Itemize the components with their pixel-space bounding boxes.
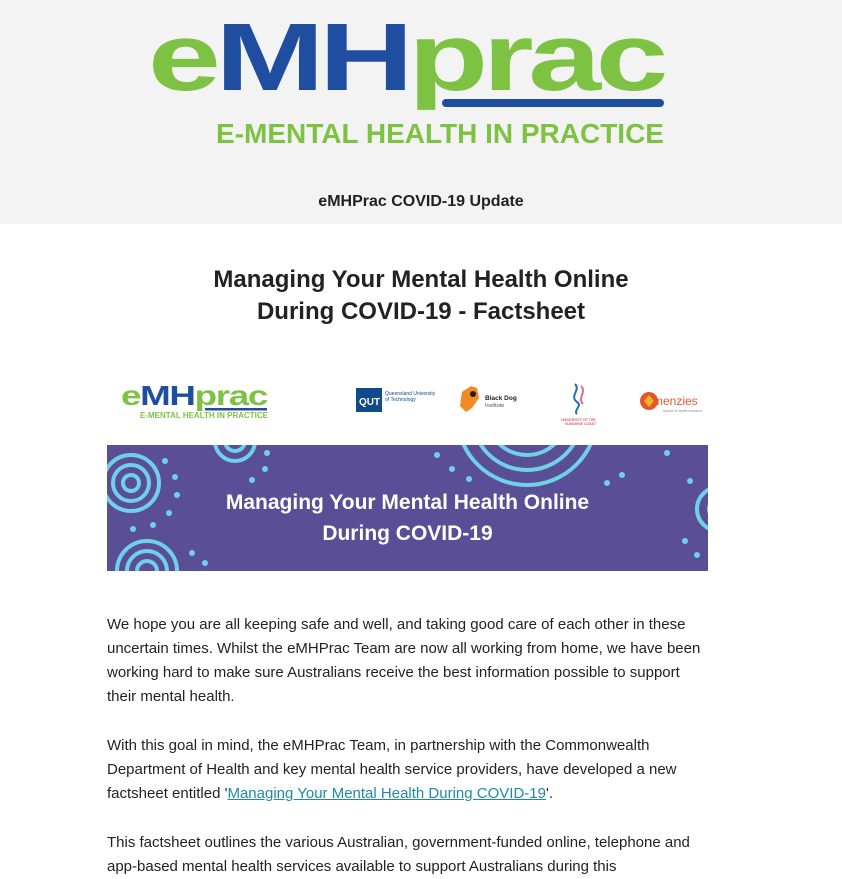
- svg-text:menzies: menzies: [653, 394, 698, 408]
- qut-logo: [356, 388, 436, 412]
- usc-logo: [561, 384, 597, 426]
- svg-text:eMHprac: [148, 10, 665, 111]
- factsheet-paragraph: [107, 734, 712, 806]
- svg-text:QUT: QUT: [359, 397, 381, 408]
- intro-paragraph: We hope you are all keeping safe and well, and taking good care of each other in these uncertain times. Whilst the eMHPrac Team are now all working from home, we have been working hard to make sure Australians receive the best information possible to support their mental health.: [107, 616, 701, 705]
- services-paragraph: This factsheet outlines the various Australian, government-funded online, telephone and app-based mental health services available to support Australians during this: [107, 834, 690, 875]
- factsheet-banner: [107, 445, 708, 571]
- banner-title-line2: During COVID-19: [322, 522, 493, 545]
- article-title: [0, 264, 842, 328]
- logo-mh: MH: [215, 10, 357, 111]
- svg-text:Queensland University: Queensland University: [385, 391, 436, 397]
- factsheet-paragraph-text: With this goal in mind, the eMHPrac Team, in partnership with the Commonwealth Department of Health and key mental health service providers, have developed a new factsheet entitled ': [107, 737, 677, 802]
- factsheet-paragraph-end: '.: [545, 785, 553, 802]
- partner-logos: [107, 370, 708, 430]
- svg-text:SUNSHINE COAST: SUNSHINE COAST: [565, 422, 597, 426]
- banner-title: [107, 487, 708, 549]
- logo-tagline: E-MENTAL HEALTH IN PRACTICE: [216, 118, 664, 149]
- menzies-logo: [640, 392, 702, 413]
- factsheet-link[interactable]: Managing Your Mental Health During COVID-19: [227, 785, 546, 802]
- black-dog-logo: [460, 386, 517, 412]
- svg-text:eMHprac: e MH prac: [121, 380, 250, 411]
- emhprac-small-tagline: E-MENTAL HEALTH IN PRACTICE: [140, 411, 269, 420]
- svg-text:Institute: Institute: [485, 403, 505, 409]
- logo-e: e: [148, 10, 198, 111]
- emhprac-small-logo: [121, 380, 269, 420]
- logo-prac: prac: [408, 10, 595, 111]
- article-title-line1: Managing Your Mental Health Online: [213, 266, 629, 293]
- update-label: eMHPrac COVID-19 Update: [318, 193, 524, 210]
- banner-title-line1: Managing Your Mental Health Online: [225, 491, 590, 514]
- logo-underline: [442, 99, 664, 107]
- svg-text:school of health research: school of health research: [663, 409, 703, 413]
- article-title-line2: During COVID-19 - Factsheet: [256, 298, 586, 325]
- email-header: [0, 0, 842, 224]
- emhprac-logo: [148, 10, 668, 160]
- svg-text:UNIVERSITY OF THE: UNIVERSITY OF THE: [561, 418, 596, 422]
- svg-text:Black Dog: Black Dog: [485, 395, 517, 402]
- svg-text:of Technology: of Technology: [385, 397, 416, 403]
